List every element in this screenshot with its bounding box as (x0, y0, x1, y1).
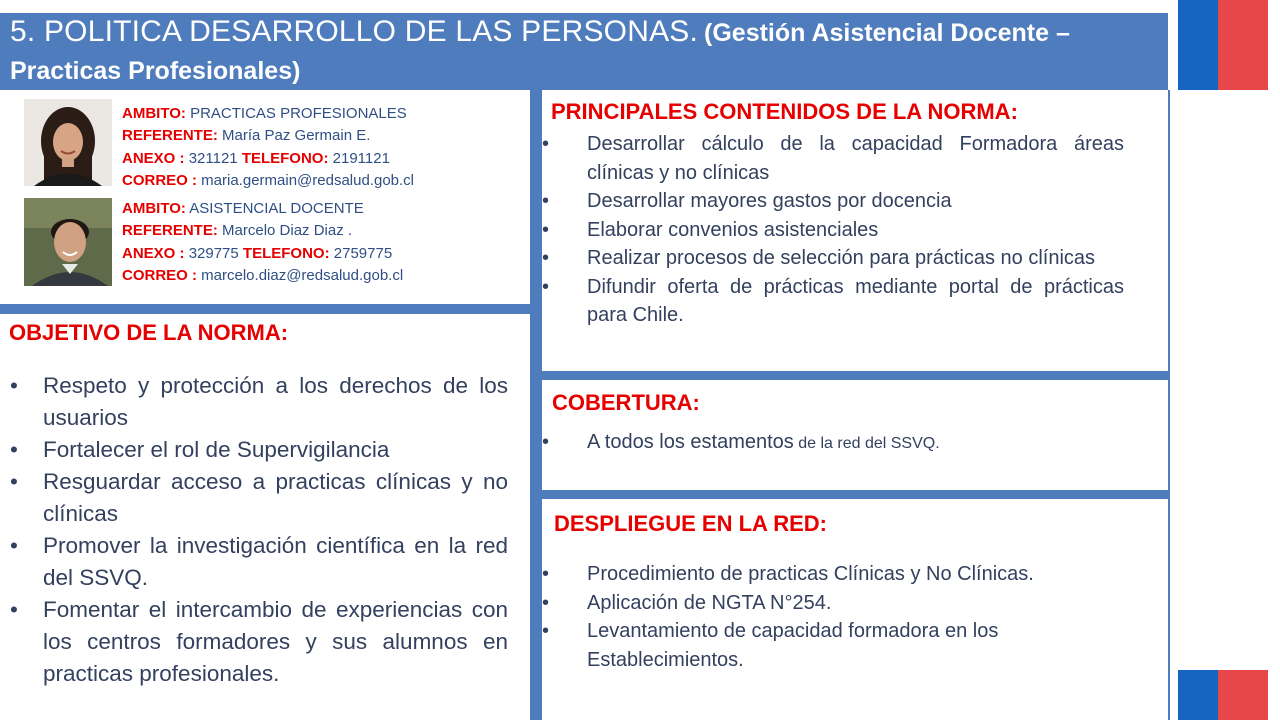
page-subtitle-part-1: (Gestión Asistencial Docente – (704, 19, 1070, 47)
flag-bottom (1178, 670, 1268, 720)
list-item: • Elaborar convenios asistenciales (542, 218, 879, 241)
avatar-maria-germain (24, 99, 112, 186)
despliegue-list (542, 560, 1102, 674)
contact-2-anexo-telefono: ANEXO : 329775 TELEFONO: 2759775 (122, 245, 393, 262)
objetivo-list (10, 370, 508, 690)
contenidos-heading: PRINCIPALES CONTENIDOS DE LA NORMA: (551, 99, 1018, 124)
page-title: 5. POLITICA DESARROLLO DE LAS PERSONAS. (10, 15, 699, 48)
despliegue-heading: DESPLIEGUE EN LA RED: (554, 511, 827, 536)
list-item: • Fortalecer el rol de Supervigilancia (10, 437, 390, 462)
list-item: • A todos los estamentos de la red del SSVQ. (542, 431, 940, 453)
frame-right-divider-1 (542, 371, 1170, 380)
contact-2-correo: CORREO : marcelo.diaz@redsalud.gob.cl (122, 267, 404, 284)
contact-2-email-link[interactable]: marcelo.diaz@redsalud.gob.cl (201, 267, 404, 284)
list-item: • Levantamiento de capacidad formadora en los Establecimientos. (542, 620, 999, 671)
avatar-marcelo-diaz (24, 198, 112, 286)
list-item: • Procedimiento de practicas Clínicas y No Clínicas. (542, 563, 1034, 585)
cobertura-heading: COBERTURA: (552, 390, 700, 415)
contact-1-referente: REFERENTE: María Paz Germain E. (122, 127, 371, 144)
contact-1-ambito: AMBITO: PRACTICAS PROFESIONALES (122, 105, 407, 122)
list-item: • Desarrollar mayores gastos por docencia (542, 190, 952, 212)
page-subtitle-part-2: Practicas Profesionales) (10, 57, 301, 85)
list-item: • Difundir oferta de prácticas mediante portal de prácticas para Chile. (542, 275, 1124, 326)
contact-2-referente: REFERENTE: Marcelo Diaz Diaz . (122, 222, 353, 239)
cobertura-list (542, 428, 1142, 459)
flag-top (1178, 0, 1268, 90)
contact-1-correo: CORREO : maria.germain@redsalud.gob.cl (122, 172, 414, 189)
title-line-1 (10, 15, 1070, 49)
list-item: • Realizar procesos de selección para prácticas no clínicas (542, 247, 1096, 269)
frame-right-divider-2 (542, 490, 1170, 499)
frame-right-edge (1168, 90, 1170, 720)
title-bar (0, 13, 1168, 90)
contact-2-ambito: AMBITO: ASISTENCIAL DOCENTE (122, 200, 364, 217)
list-item: • Desarrollar cálculo de la capacidad Formadora áreas clínicas y no clínicas (542, 133, 1124, 184)
list-item: • Fomentar el intercambio de experiencias con los centros formadores y sus alumnos en practicas profesionales. (10, 597, 508, 686)
frame-vertical-divider (530, 90, 542, 720)
list-item: • Aplicación de NGTA N°254. (542, 591, 832, 614)
objetivo-heading: OBJETIVO DE LA NORMA: (9, 320, 289, 345)
contact-1-email-link[interactable]: maria.germain@redsalud.gob.cl (201, 172, 414, 189)
contact-1-anexo-telefono: ANEXO : 321121 TELEFONO: 2191121 (122, 150, 390, 167)
list-item: • Promover la investigación científica en la red del SSVQ. (10, 533, 508, 590)
list-item: • Resguardar acceso a practicas clínicas y no clínicas (10, 469, 508, 526)
contenidos-list (542, 130, 1124, 330)
frame-left-horizontal (0, 304, 530, 314)
list-item: • Respeto y protección a los derechos de los usuarios (10, 373, 508, 430)
